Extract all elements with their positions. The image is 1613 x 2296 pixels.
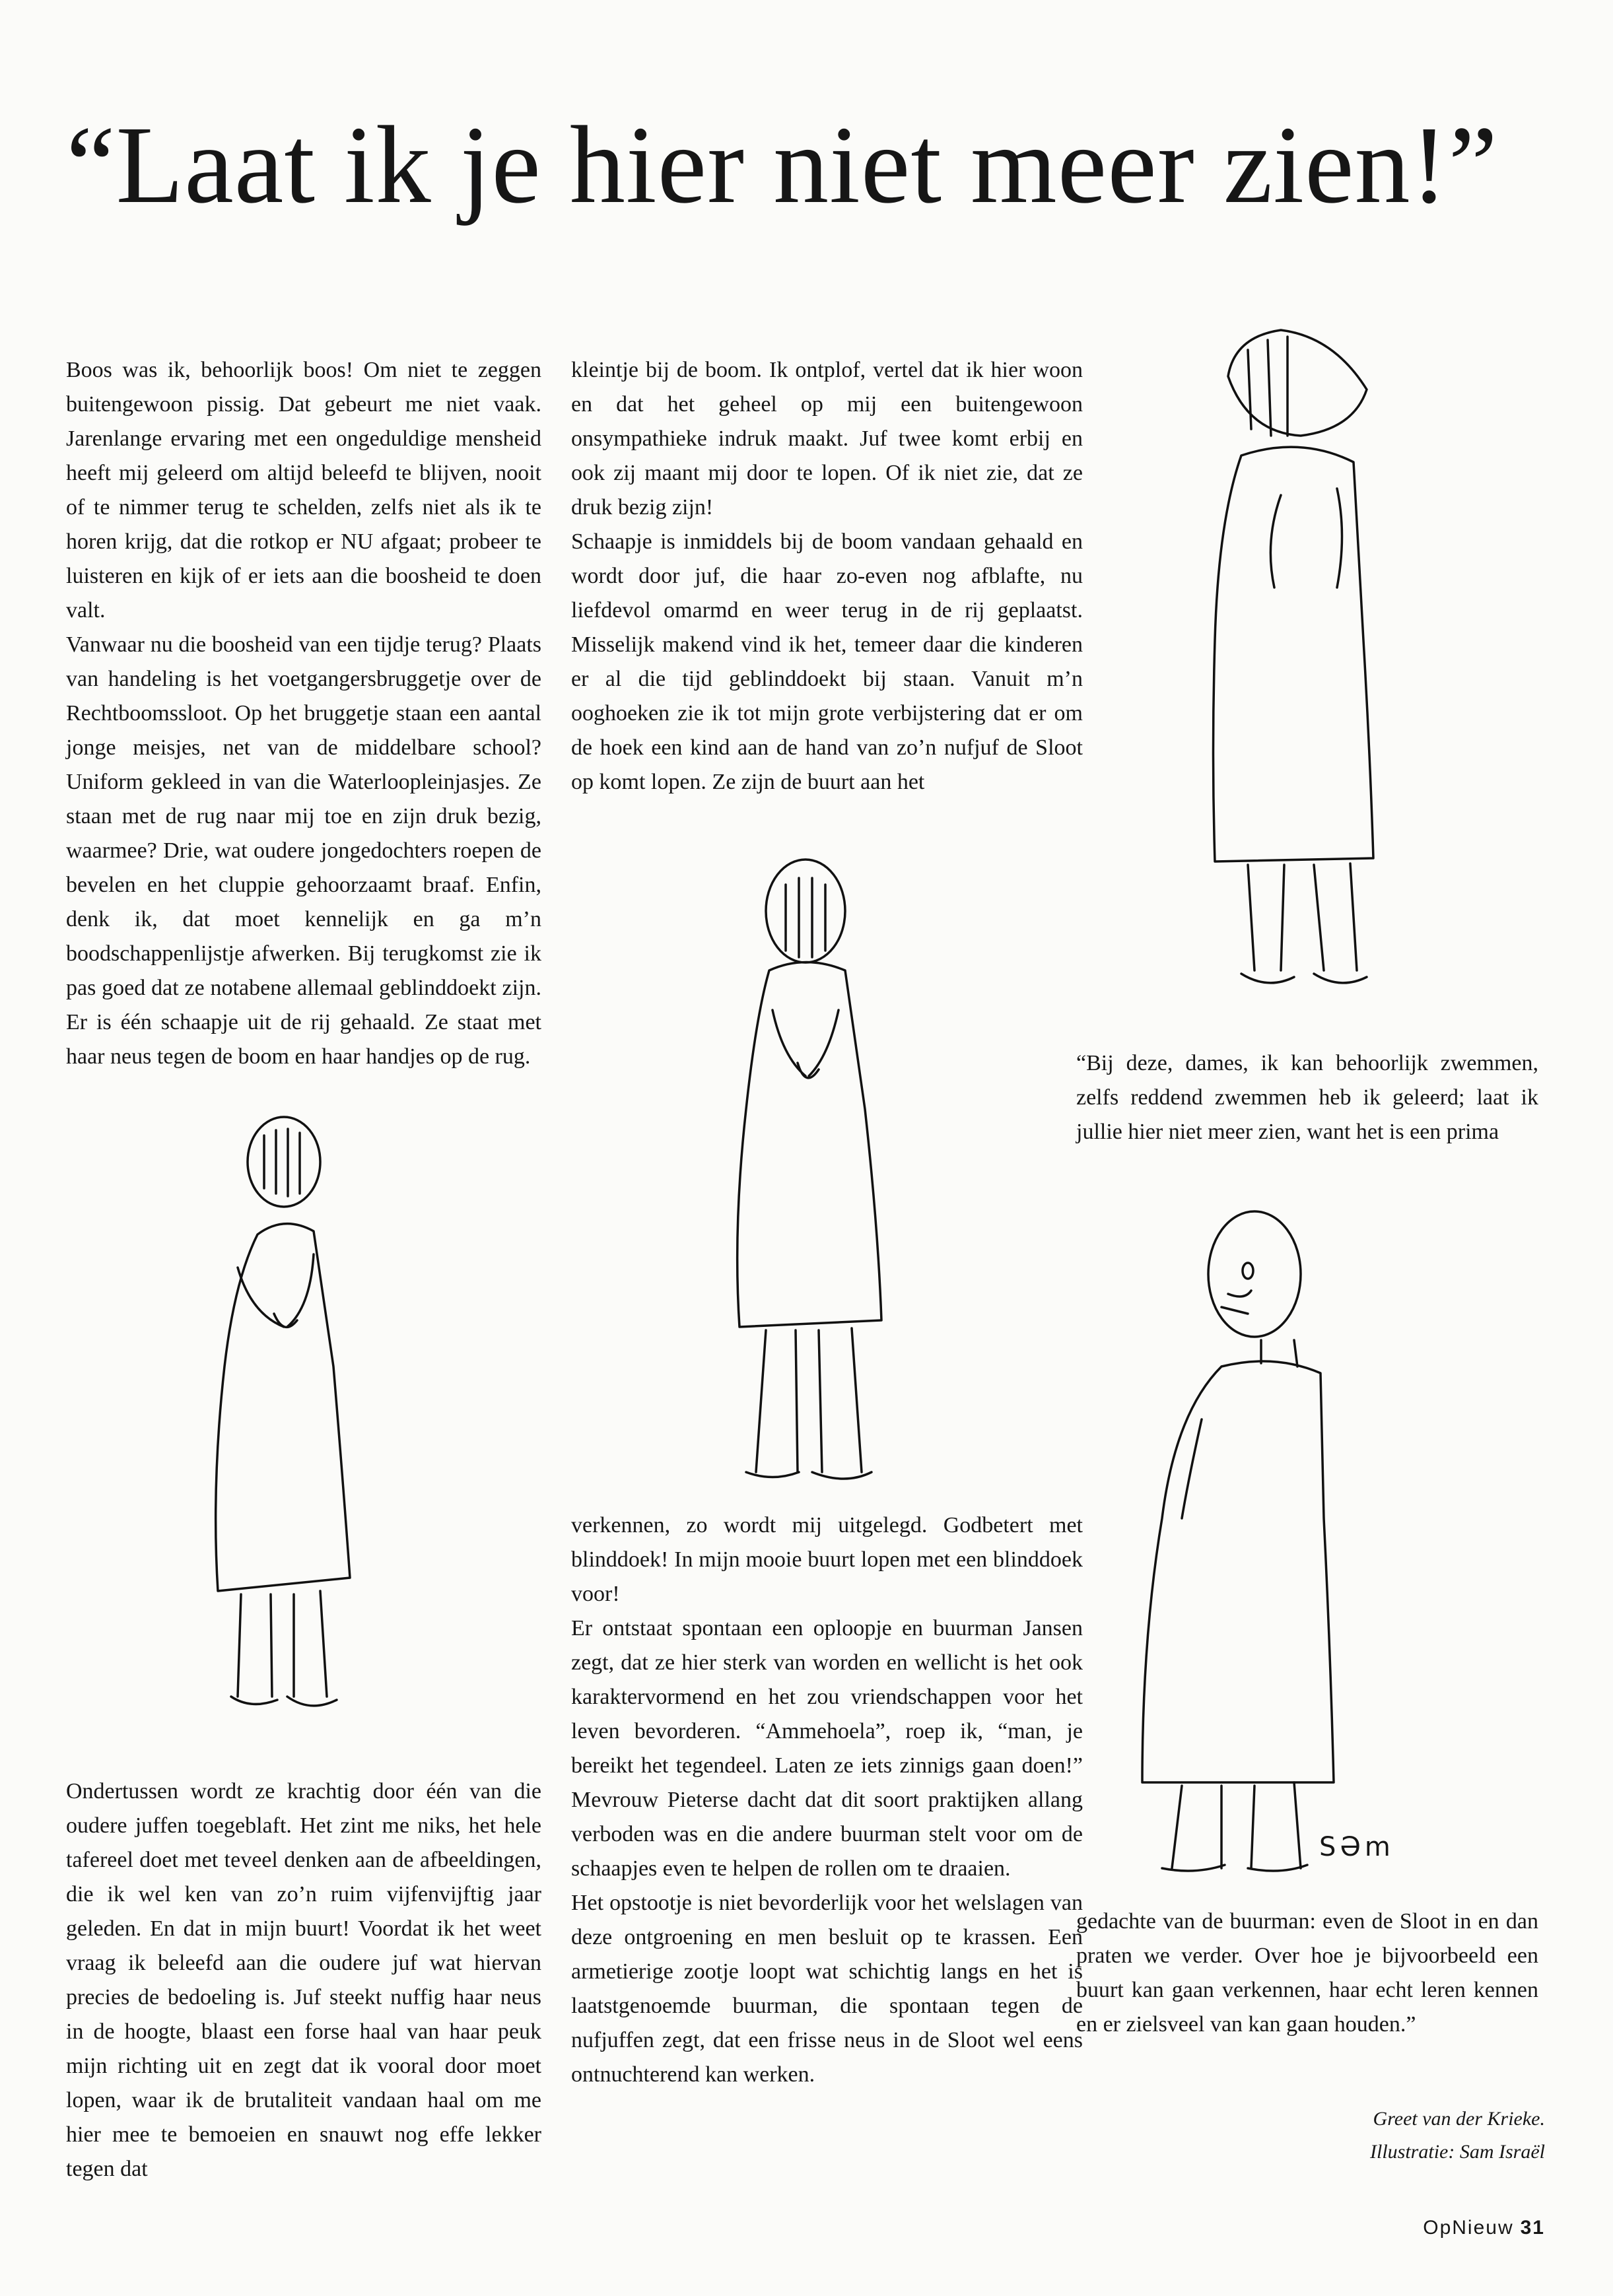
page-footer xyxy=(1321,2217,1545,2239)
paragraph: Het opstootje is niet bevorderlijk voor het welslagen van deze ontgroening en men besluit op te krassen. Een armetierige zootje loopt wat schichtig langs en het is laatstgenoemde buurman, die spontaan tegen de nufjuffen zegt, dat een frisse neus in de Sloot wel eens ontnuchterend kan werken. xyxy=(571,1891,1083,2087)
column-2-bottom xyxy=(571,1508,1083,2092)
paragraph: Boos was ik, behoorlijk boos! Om niet te zeggen buitengewoon pissig. Dat gebeurt me niet vaak. Jarenlange ervaring met een ongeduldige mensheid heeft mij geleerd om altijd beleefd te blijven, nooit of te nimmer terug te schelden, zelfs niet als ik te horen krijg, dat die rotkop er NU afgaat; probeer te luisteren en kijk of er iets aan die boosheid te doen valt. xyxy=(66,358,541,623)
paragraph: “Bij deze, dames, ik kan behoorlijk zwemmen, zelfs reddend zwemmen heb ik geleerd; laat ik jullie hier niet meer zien, want het is een prima xyxy=(1076,1051,1538,1144)
magazine-name: OpNieuw xyxy=(1423,2217,1514,2239)
column-1-bottom xyxy=(66,1774,541,2186)
column-1-top xyxy=(66,353,541,1074)
figure-illustration-right-top xyxy=(1202,323,1387,1010)
figure-illustration-right-bottom xyxy=(1122,1201,1340,1875)
paragraph: verkennen, zo wordt mij uitgelegd. Godbetert met blinddoek! In mijn mooie buurt lopen met een blinddoek voor! xyxy=(571,1513,1083,1606)
figure-illustration-left xyxy=(198,1116,357,1749)
paragraph: kleintje bij de boom. Ik ontplof, vertel dat ik hier woon en dat het geheel op mij een buitengewoon onsympathieke indruk maakt. Juf twee komt erbij en ook zij maant mij door te lopen. Of ik niet zie, dat ze druk bezig zijn! xyxy=(571,358,1083,520)
column-2-top xyxy=(571,353,1083,799)
paragraph: Vanwaar nu die boosheid van een tijdje terug? Plaats van handeling is het voetgangersbruggetje over de Rechtboomssloot. Op het bruggetje staan een aantal jonge meisjes, net van de middelbare school? Uniform gekleed in van die Waterloopleinjasjes. Ze staan met de rug naar mij toe en zijn druk bezig, waarmee? Drie, wat oudere jongedochters roepen de bevelen en het cluppie gehoorzaamt braaf. Enfin, denk ik, dat moet kennelijk en ga m’n boodschappenlijstje afwerken. Bij terugkomst zie ik pas goed dat ze notabene allemaal geblinddoekt zijn. Er is één schaapje uit de rij gehaald. Ze staat met haar neus tegen de boom en haar handjes op de rug. xyxy=(66,632,541,1069)
author-credit: Greet van der Krieke. xyxy=(1373,2108,1545,2130)
paragraph: Ondertussen wordt ze krachtig door één van die oudere juffen toegeblaft. Het zint me niks, het hele tafereel doet met teveel denken aan de afbeeldingen, die ik wel ken van zo’n ruim vijfenvijftig jaar geleden. En dat in mijn buurt! Voordat ik het weet vraag ik beleefd aan die oudere juf wat hiervan precies de bedoeling is. Juf steekt nuffig haar neus in de hoogte, blaast een forse haal van haar peuk mijn richting uit en zegt dat ik vooral door moet lopen, waar ik de brutaliteit vandaan haal om me hier mee te bemoeien en snauwt nog effe lekker tegen dat xyxy=(66,1779,541,2181)
article-credits xyxy=(1202,2103,1545,2169)
page-number: 31 xyxy=(1520,2217,1545,2239)
figure-illustration-center xyxy=(720,858,891,1492)
paragraph: Schaapje is inmiddels bij de boom vandaan gehaald en wordt door juf, die haar zo-even nog afblafte, nu liefdevol omarmd en weer terug in de rij geplaatst. Misselijk makend vind ik het, temeer daar die kinderen er al die tijd geblinddoekt bij staan. Vanuit m’n ooghoeken zie ik tot mijn grote verbijstering dat er om de hoek een kind aan de hand van zo’n nufjuf de Sloot op komt lopen. Ze zijn de buurt aan het xyxy=(571,529,1083,794)
illustration-credit: Illustratie: Sam Israël xyxy=(1370,2141,1545,2163)
illustrator-signature: SƏm xyxy=(1319,1832,1394,1862)
column-3-top xyxy=(1076,1046,1538,1149)
paragraph: gedachte van de buurman: even de Sloot in en dan praten we verder. Over hoe je bijvoorbeeld een buurt kan gaan verkennen, haar echt leren kennen en er zielsveel van kan gaan houden.” xyxy=(1076,1909,1538,2037)
article-headline: “Laat ik je hier niet meer zien!” xyxy=(66,104,1499,226)
column-3-bottom xyxy=(1076,1905,1538,2042)
paragraph: Er ontstaat spontaan een oploopje en buurman Jansen zegt, dat ze hier sterk van worden en wellicht is het ook karaktervormend en het zou vriendschappen voor het leven bevorderen. “Ammehoela”, roep ik, “man, je bereikt het tegendeel. Laten ze iets zinnigs gaan doen!” Mevrouw Pieterse dacht dat dit soort praktijken allang verboden was en die andere buurman stelt voor om de schaapjes even te helpen de rollen om te draaien. xyxy=(571,1616,1083,1881)
